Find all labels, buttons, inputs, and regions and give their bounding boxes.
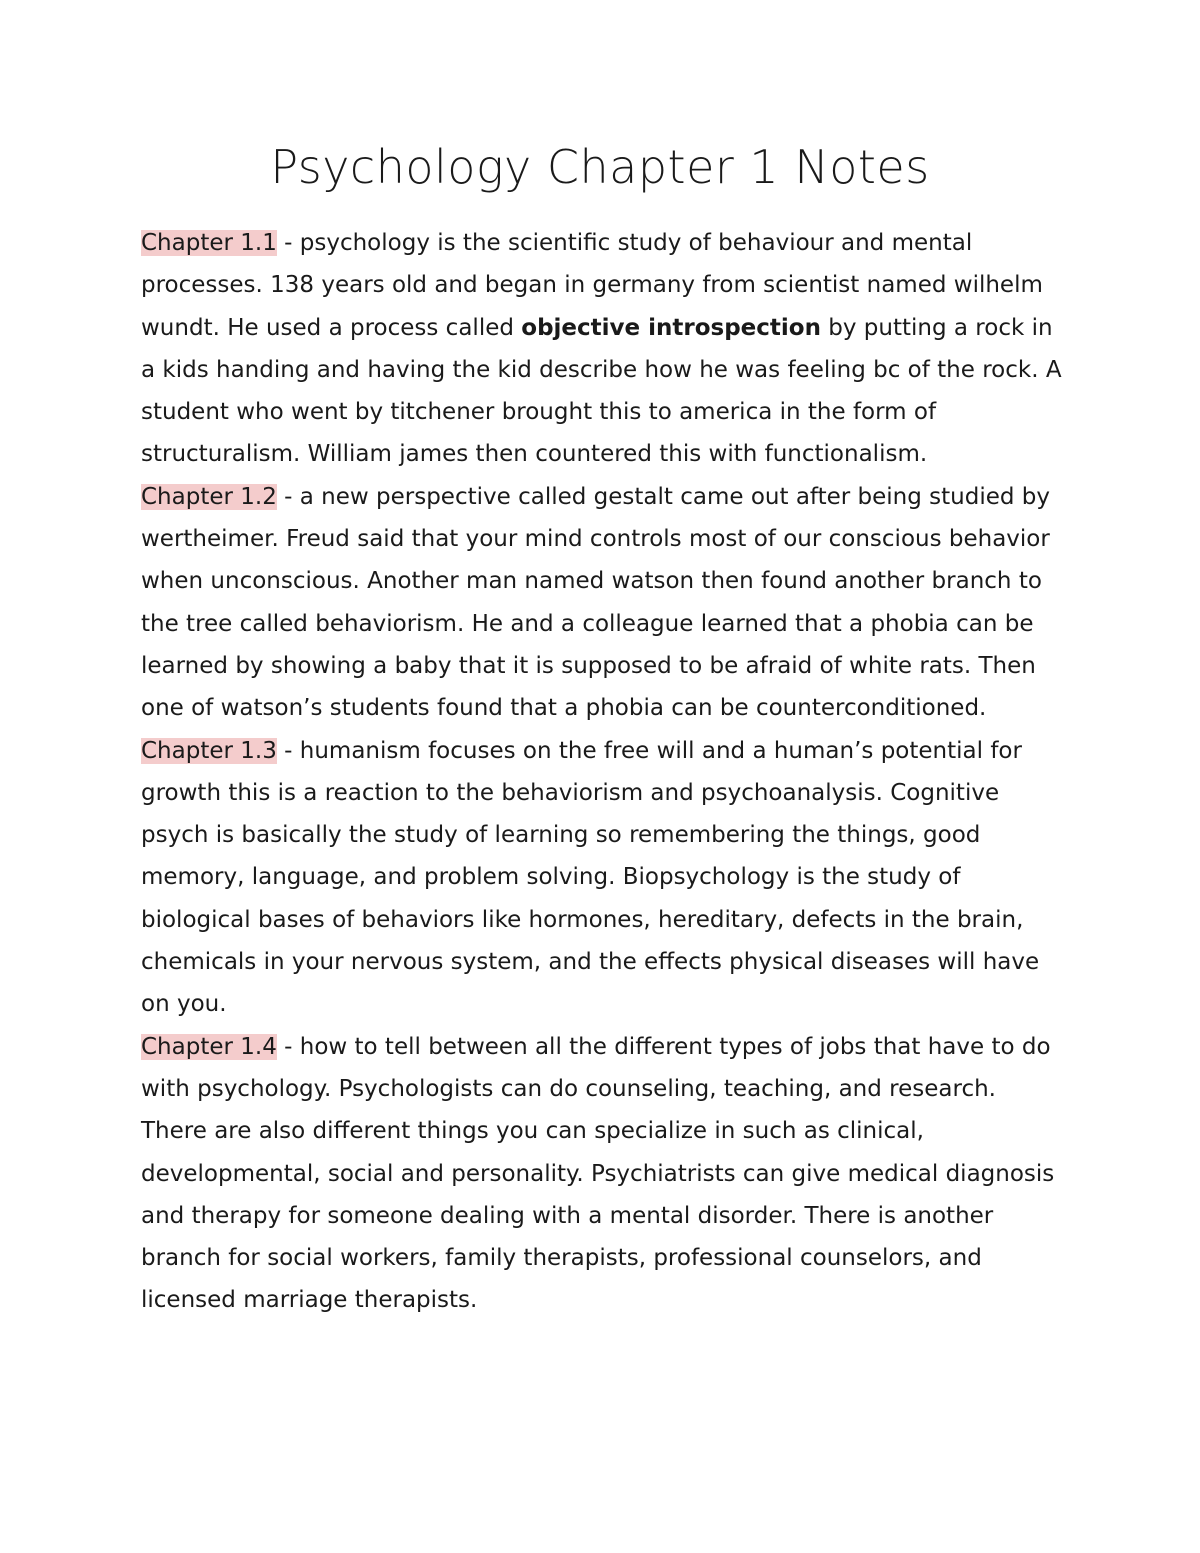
- chapter-label-highlight: Chapter 1.1: [141, 230, 277, 256]
- chapter-label-highlight: Chapter 1.3: [141, 737, 277, 764]
- section-text: - humanism focuses on the free will and a human’s potential for growth this is a reaction to the behaviorism and psychoanalysis. Cognitive psych is basically the study of learning so remembering the things, good memory, language, and problem solving. Biopsychology is the study of biological bases of behaviors like hormones, hereditary, defects in the brain, chemicals in your nervous system, and the effects physical diseases will have on you.: [141, 737, 1040, 1018]
- section-text: - a new perspective called gestalt came out after being studied by wertheimer. Freud said that your mind controls most of our conscious behavior when unconscious. Another man named watson then found another branch to the tree called behaviorism. He and a colleague learned that a phobia can be learned by showing a baby that it is supposed to be afraid of white rats. Then one of watson’s students found that a phobia can be counterconditioned.: [141, 483, 1051, 722]
- emphasized-term: objective introspection: [521, 314, 821, 341]
- section-chapter-1-4: [141, 1026, 1066, 1322]
- section-chapter-1-2: [141, 476, 1066, 730]
- page-title: Psychology Chapter 1 Notes: [270, 140, 930, 194]
- section-chapter-1-1: [141, 222, 1066, 476]
- chapter-label-highlight: Chapter 1.4: [141, 1033, 277, 1060]
- section-chapter-1-3: [141, 730, 1066, 1026]
- notes-body: [141, 222, 1066, 1322]
- chapter-label-highlight: Chapter 1.2: [141, 483, 277, 510]
- section-text: - how to tell between all the different types of jobs that have to do with psychology. Psychologists can do counseling, teaching, and research. There are also different things you can specialize in such as clinical, developmental, social and personality. Psychiatrists can give medical diagnosis and therapy for someone dealing with a mental disorder. There is another branch for social workers, family therapists, professional counselors, and licensed marriage therapists.: [141, 1033, 1055, 1314]
- section-text: by putting a rock in a kids handing and having the kid describe how he was feeling bc of the rock. A student who went by titchener brought this to america in the form of structuralism. William james then countered this with functionalism.: [141, 314, 1062, 468]
- section-text: - psychology is the scientific study of behaviour and mental processes. 138 years old and began in germany from scientist named wilhelm wundt. He used a process called: [141, 230, 1043, 341]
